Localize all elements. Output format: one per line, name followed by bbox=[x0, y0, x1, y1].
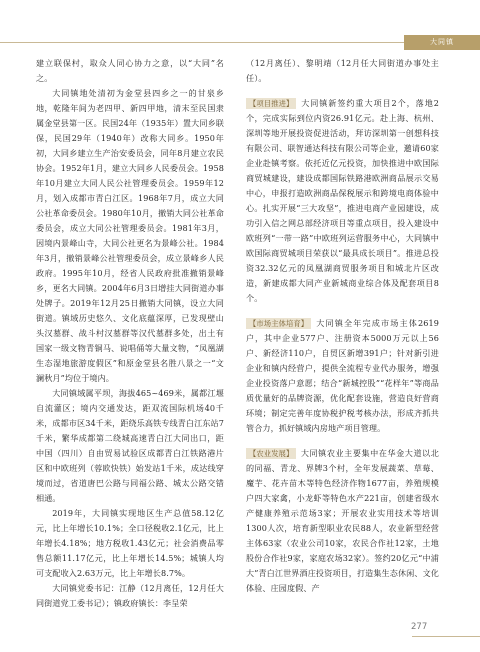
section-tag-market: 【市场主体培育】 bbox=[246, 318, 311, 329]
page-header bbox=[0, 0, 480, 52]
left-paragraph-4: 2019年，大同镇实现地区生产总值58.12亿元，比上年增长10.1%；全口径税收2.1亿元，比上年增长4.18%；地方税收1.43亿元；社会消费品零售总额11.17亿元，比上年增长14.5%；城镇人均可支配收入2.63万元，比上年增长8.7%。 bbox=[36, 508, 224, 578]
section-tag-agriculture: 【农业发展】 bbox=[246, 448, 296, 459]
left-paragraph-3: 大同镇域属平坝，海拔465~469米，属都江堰自流灌区；境内交通发达，距双流国际机场40千米，成都市区34千米，距绕乐高铁专线青白江东站7千米，繁华成都第二绕城高速青白江大同出口，距中国（四川）自由贸易试验区成都青白江铁路港片区和中欧班列（蓉欧快铁）始发站1千米，成达线穿境而过，省道唐巴公路与同福公路、城太公路交错相通。 bbox=[36, 388, 224, 503]
section-tab: 大同镇 bbox=[404, 35, 480, 50]
right-column bbox=[246, 56, 439, 596]
section-market bbox=[246, 316, 439, 436]
footer-rule bbox=[412, 636, 480, 637]
section-text-project: 大同镇新签约重大项目2个，落地2个，完成实际到位内资26.91亿元。赴上海、杭州、深圳等地开展投资促进活动，拜访深圳第一创想科技有限公司、联智通达科技有限公司等企业，邀请60家企业赴镇考察。依托近亿元投资，加快推进中欧国际商贸城建设，建设成都国际铁路港欧洲商品展示交易中心，申报打造欧洲商品保税展示和跨境电商体验中心。扎实开展“三大攻坚”，推进电商产业园建设，成功引入信之网总部经济项目等重点项目，投入建设中欧班列“一带一路”中欧班列运营服务中心，大同镇中欧国际商贸城项目荣获以“最具成长项目”。推进总投资32.32亿元的凤凰湖商贸服务项目和城北片区改造，新建成都大同产业新城商业综合体及配套项目8个。 bbox=[246, 98, 439, 303]
left-paragraph-2: 大同镇地处清初为金堂县四乡之一的甘泉乡地，乾隆年间为老四甲、新四甲地，清末至民国隶属金堂县第一区。民国24年（1935年）置大同乡联保，民国29年（1940年）改称大同乡。1950年初，大同乡建立生产治安委员会，同年8月建立农民协会。1952年1月，建立大同乡人民委员会。1958年10月建立大同人民公社管理委员会。1959年12月，划入成都市青白江区。1968年7月，成立大同公社革命委员会。1980年10月，撤销大同公社革命委员会，成立大同公社管理委员会。1981年3月，因境内景峰山寺，大同公社更名为景峰公社。1984年3月，撤销景峰公社管理委员会，成立景峰乡人民政府。1995年10月，经省人民政府批准撤销景峰乡，更名大同镇。2004年6月3日增挂大同街道办事处牌子。2019年12月25日撤销大同镇，设立大同街道。镇域历史悠久、文化底蕴深厚，已发现壁山头汉墓群、战斗村汉墓群等汉代墓群多处，出土有国家一级文物青铜马、说唱俑等大量文物，“凤凰湖生态湿地旅游度假区”和原金堂县名胜八景之一“文澜秋月”均位于境内。 bbox=[36, 88, 224, 383]
left-paragraph-5: 大同镇党委书记：江静（12月离任，12月任大同街道党工委书记）；镇政府镇长：李呈荣 bbox=[36, 583, 224, 608]
right-paragraph-1: （12月离任）、黎明靖（12月任大同街道办事处主任）。 bbox=[246, 58, 439, 83]
header-rule bbox=[0, 42, 404, 43]
section-text-market: 大同镇全年完成市场主体2619户，其中企业577户、注册资本5000万元以上56户、新经济110户，自贸区新增391户；针对新引进企业和镇内经营户，提供全流程专业代办服务，增强企业投资落户意愿；结合“新城控股”“花样年”等商品质优量好的品牌资源，优化配套设施，营造良好营商环境；制定完善年度协税护税考核办法，形成齐抓共管合力，抓好镇域内房地产项目管理。 bbox=[246, 318, 439, 433]
section-project bbox=[246, 96, 439, 306]
section-agriculture bbox=[246, 446, 439, 596]
left-paragraph-1: 建立联保村，取众人同心协力之意，以“大同”名之。 bbox=[36, 58, 224, 83]
section-text-agriculture: 大同镇农业主要集中在华金大道以北的同福、青龙、界牌3个村，全年发展蔬菜、草莓、魔芋、花卉苗木等特色经济作物1677亩，养殖规模户四大家禽，小龙虾等特色水产221亩，创建省级水产健康养殖示范场3家；开展农业实用技术等培训1300人次，培育新型职业农民88人，农业新型经营主体63家（农业公司10家，农民合作社12家，土地股份合作社9家，家庭农场32家）。签约20亿元“中浦大”青白江世界酒庄投资项目，打造集生态休闲、文化体验、庄园度假、产 bbox=[246, 448, 439, 593]
page-number: 277 bbox=[411, 622, 428, 632]
left-column bbox=[36, 56, 224, 611]
section-tag-project: 【项目推进】 bbox=[246, 98, 296, 109]
